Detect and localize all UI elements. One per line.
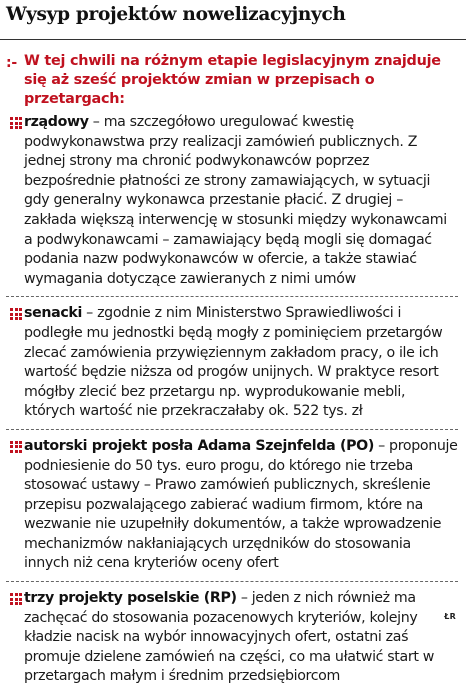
intro-text: W tej chwili na różnym etapie legislacyjnym znajduje się aż sześć projektów zmian w przepisach o przetargach: [24,53,441,107]
list-item-lead: autorski projekt posła Adama Szejnfelda (PO) [24,437,374,454]
grid-bullet-icon [10,593,22,605]
list-item-lead: senacki [24,305,82,322]
list-item-body: – proponuje podniesienie do 50 tys. euro progu, do którego nie trzeba stosować ustawy – Prawo zamówień publicznych, skreślenie przepisu pozwalającego zabierać wadium firmom, które na wezwanie nie uzupełniły dokumentów, a także wprowadzenie mechanizmów nakłaniających urzędników do stosowania innych niż cena kryteriów oceny ofert [24,437,458,572]
title-divider [0,39,466,40]
list-item-text [6,304,458,422]
list-item-body: – jeden z nich również ma zachęcać do stosowania pozacenowych kryteriów, kolejny kładzie nacisk na wybór innowacyjnych ofert, ostatni zaś promuje dzielene zamówień na części, co ma ułatwić start w przetargach małym i średnim przedsiębiorcom [24,590,434,685]
projects-list [6,106,458,694]
list-item [6,296,458,429]
list-item-lead: rządowy [24,114,89,130]
list-item-body: – zgodnie z nim Ministerstwo Sprawiedliwości i podległe mu jednostki będą mogły z pominięciem przetargów zlecać zamówienia przywięziennym zakładom pracy, o ile ich wartość będzie niższa od progów unijnych. W praktyce resort mógłby zlecić bez przetargu np. wyprodukowanie mebli, których wartość nie przekraczałaby ok. 522 tys. zł [24,305,443,420]
source-credit: ŁR [444,612,456,621]
page-title: Wysyp projektów nowelizacyjnych [6,4,346,25]
list-item [6,581,458,694]
list-item-body: – ma szczegółowo uregulować kwestię podwykonawstwa przy realizacji zamówień publicznych. Z jednej strony ma chronić podwykonawców poprzez bezpośrednie płatności ze strony zamawiających, w sytuacji gdy generalny wykonawca przestanie płacić. Z drugiej – zakłada większą interwencję w stosunki między wykonawcami a podwykonawcami – zamawiający będą mogli się domagać podania nazw podwykonawców w ofercie, a także stawiać wymagania dotyczące zawieranych z nimi umów [24,114,447,287]
list-item-text [6,589,458,687]
grid-bullet-icon [10,308,22,320]
list-item-text [6,437,458,574]
list-item [6,429,458,581]
grid-bullet-icon [10,117,22,129]
grid-bullet-icon [10,441,22,453]
list-item [6,106,458,296]
list-item-lead: trzy projekty poselskie (RP) [24,590,237,607]
intro [6,52,458,109]
intro-marker-icon: :- [6,55,17,71]
list-item-text [6,113,458,289]
